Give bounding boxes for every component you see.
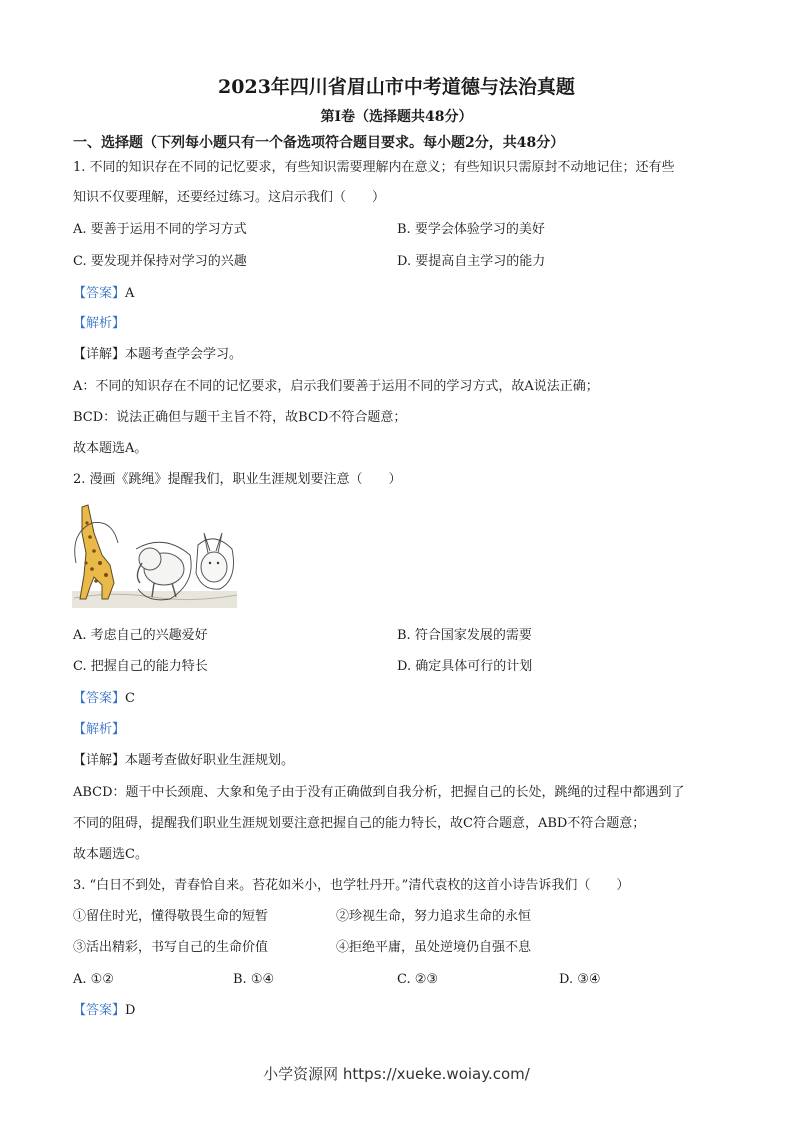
answer-value: D	[125, 1003, 136, 1018]
q3-statement-2: ②珍视生命，努力追求生命的永恒	[336, 909, 532, 924]
page-subtitle: 第I卷（选择题共48分）	[320, 109, 473, 125]
section-heading: 一、选择题（下列每小题只有一个备选项符合题目要求。每小题2分，共48分）	[73, 135, 565, 151]
jump-rope-cartoon	[72, 503, 237, 608]
q3-statement-4: ④拒绝平庸，虽处逆境仍自强不息	[336, 940, 532, 955]
answer-tag: 【答案】	[73, 1003, 126, 1018]
q2-option-a: A. 考虑自己的兴趣爱好	[73, 628, 208, 643]
q1-detail	[73, 346, 242, 364]
q2-option-c: C. 把握自己的能力特长	[73, 659, 208, 674]
page-title: 2023年四川省眉山市中考道德与法治真题	[218, 76, 575, 98]
q2-option-b: B. 符合国家发展的需要	[397, 628, 532, 643]
q1-option-b: B. 要学会体验学习的美好	[397, 222, 545, 237]
q1-explanation-2: BCD：说法正确但与题干主旨不符，故BCD不符合题意；	[73, 410, 407, 425]
q3-stem: 3. “白日不到处，青春恰自来。苔花如米小，也学牡丹开。”清代袁枚的这首小诗告诉我们（ ）	[73, 878, 630, 893]
q2-explanation-2: 不同的阻碍，提醒我们职业生涯规划要注意把握自己的能力特长，故C符合题意，ABD不符合题意；	[73, 816, 646, 831]
q1-analysis-tag: 【解析】	[73, 316, 126, 331]
q3-option-b: B. ①④	[233, 972, 275, 987]
q2-analysis-tag: 【解析】	[73, 722, 126, 737]
answer-value: A	[125, 286, 135, 301]
q2-option-d: D. 确定具体可行的计划	[397, 659, 533, 674]
q2-stem: 2. 漫画《跳绳》提醒我们，职业生涯规划要注意（ ）	[73, 472, 402, 487]
answer-tag: 【答案】	[73, 286, 126, 301]
q1-stem-line2: 知识不仅要理解，还要经过练习。这启示我们（ ）	[73, 190, 386, 205]
q1-answer	[73, 285, 134, 303]
detail-text: 本题考查学会学习。	[125, 347, 243, 362]
q3-option-c: C. ②③	[397, 972, 439, 987]
q3-option-a: A. ①②	[73, 972, 114, 987]
q1-option-c: C. 要发现并保持对学习的兴趣	[73, 254, 247, 269]
q2-answer	[73, 690, 135, 708]
detail-text: 本题考查做好职业生涯规划。	[125, 753, 295, 768]
q2-explanation-1: ABCD：题干中长颈鹿、大象和兔子由于没有正确做到自我分析，把握自己的长处，跳绳的过程中都遇到了	[73, 785, 685, 800]
q1-explanation-1: A：不同的知识存在不同的记忆要求，启示我们要善于运用不同的学习方式，故A说法正确；	[73, 379, 599, 394]
detail-tag: 【详解】	[73, 753, 126, 768]
answer-value: C	[125, 691, 135, 706]
q1-explanation-3: 故本题选A。	[73, 441, 148, 456]
q2-explanation-3: 故本题选C。	[73, 847, 148, 862]
q1-option-d: D. 要提高自主学习的能力	[397, 254, 546, 269]
q3-statement-3: ③活出精彩，书写自己的生命价值	[73, 940, 269, 955]
q3-answer	[73, 1002, 135, 1020]
q3-option-d: D. ③④	[559, 972, 601, 987]
q1-option-a: A. 要善于运用不同的学习方式	[73, 222, 247, 237]
detail-tag: 【详解】	[73, 347, 126, 362]
q1-stem-line1: 1. 不同的知识存在不同的记忆要求，有些知识需要理解内在意义；有些知识只需原封不动地记住；还有些	[73, 160, 675, 175]
answer-tag: 【答案】	[73, 691, 126, 706]
footer-watermark: 小学资源网 https://xueke.woiay.com/	[263, 1065, 530, 1083]
q3-statement-1: ①留住时光，懂得敬畏生命的短暂	[73, 909, 269, 924]
q2-detail	[73, 752, 294, 770]
